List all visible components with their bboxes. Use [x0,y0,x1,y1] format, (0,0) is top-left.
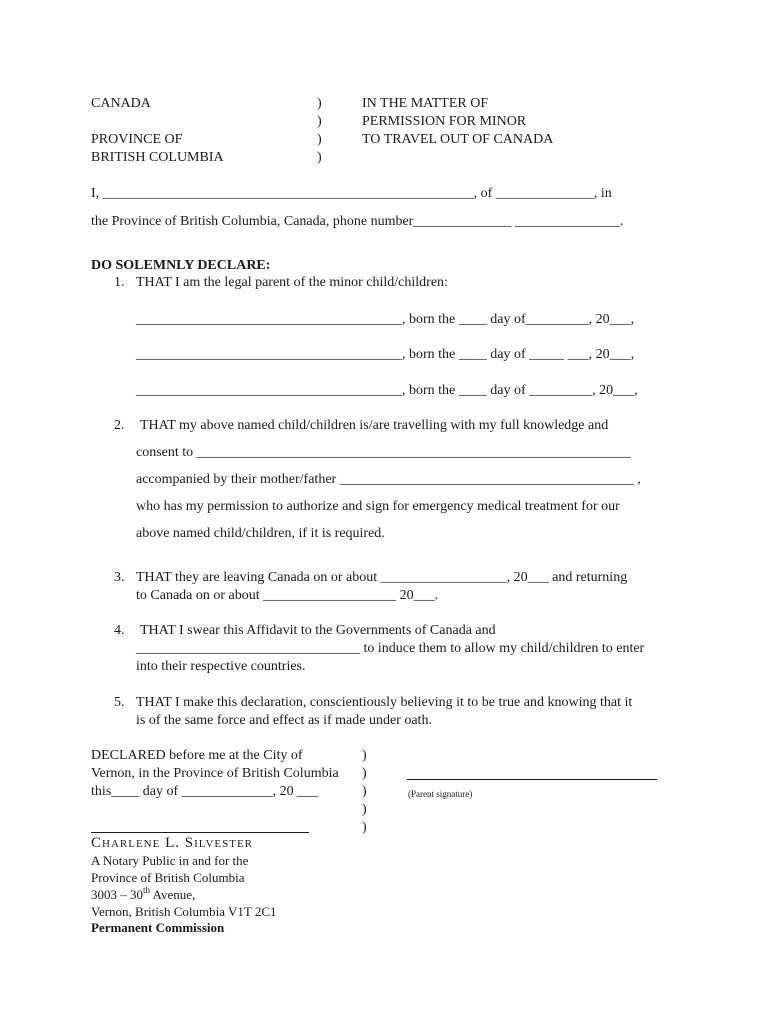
travel-dates-field[interactable]: THAT they are leaving Canada on or about __________________, 20___ and returning [136,570,628,585]
declared-paren: ) [362,766,367,781]
consent-to-field[interactable]: consent to ______________________________________________________________ [136,445,631,460]
declared-paren: ) [362,784,367,799]
item4-line: THAT I swear this Affidavit to the Governments of Canada and [140,623,496,638]
declared-paren: ) [362,820,367,835]
item2-line: THAT my above named child/children is/are travelling with my full knowledge and [140,418,609,433]
declared-date-field[interactable]: this____ day of _____________, 20 ___ [91,784,319,799]
header-paren: ) [317,114,322,129]
declared-paren: ) [362,748,367,763]
notary-commission: Permanent Commission [91,920,225,935]
declarant-name-field[interactable]: I, _____________________________________________________, of ______________, in [91,186,612,201]
header-paren: ) [317,150,322,165]
jurisdiction-canada: CANADA [91,96,151,111]
item1-text: THAT I am the legal parent of the minor child/children: [136,275,448,290]
item-number: 4. [114,623,125,638]
matter-title-line: IN THE MATTER OF [362,96,489,111]
notary-province: Province of British Columbia [91,870,245,885]
child-entry-1[interactable]: ______________________________________, born the ____ day of_________, 20___, [136,312,635,327]
declared-paren: ) [362,802,367,817]
child-entry-2[interactable]: ______________________________________, born the ____ day of _____ ___, 20___, [136,347,635,362]
address-suffix: th [143,884,151,895]
header-paren: ) [317,96,322,111]
address-street: Avenue, [150,887,196,902]
notary-name: Charlene L. Silvester [91,835,254,851]
notary-title: A Notary Public in and for the [91,853,249,868]
declarant-phone-field[interactable]: the Province of British Columbia, Canada, phone number______________ _______________. [91,214,624,229]
item2-line: who has my permission to authorize and sign for emergency medical treatment for our [136,499,620,514]
governments-field[interactable]: ________________________________ to induce them to allow my child/children to enter [136,641,645,656]
header-paren: ) [317,132,322,147]
item4-line: into their respective countries. [136,659,306,674]
item5-line: THAT I make this declaration, conscientiously believing it to be true and knowing that it [136,695,633,710]
declared-line: Vernon, in the Province of British Columbia [91,766,339,781]
jurisdiction-bc: BRITISH COLUMBIA [91,150,224,165]
jurisdiction-province: PROVINCE OF [91,132,183,147]
return-date-field[interactable]: to Canada on or about ___________________ 20___. [136,588,439,603]
notary-city: Vernon, British Columbia V1T 2C1 [91,904,277,919]
item5-line: is of the same force and effect as if made under oath. [136,713,432,728]
address-number: 3003 – 30 [91,887,143,902]
item2-line: above named child/children, if it is required. [136,526,385,541]
parent-signature-label: (Parent signature) [408,789,473,799]
notary-address [91,886,195,903]
matter-title-line: PERMISSION FOR MINOR [362,114,527,129]
declare-heading: DO SOLEMNLY DECLARE: [91,258,271,273]
item-number: 1. [114,275,125,290]
declared-line: DECLARED before me at the City of [91,748,303,763]
accompanied-by-field[interactable]: accompanied by their mother/father __________________________________________ , [136,472,641,487]
child-entry-3[interactable]: ______________________________________, born the ____ day of _________, 20___, [136,383,638,398]
item-number: 2. [114,418,125,433]
item-number: 3. [114,570,125,585]
matter-title-line: TO TRAVEL OUT OF CANADA [362,132,554,147]
item-number: 5. [114,695,125,710]
parent-signature-line[interactable] [407,779,657,780]
notary-signature-line[interactable] [91,832,309,833]
